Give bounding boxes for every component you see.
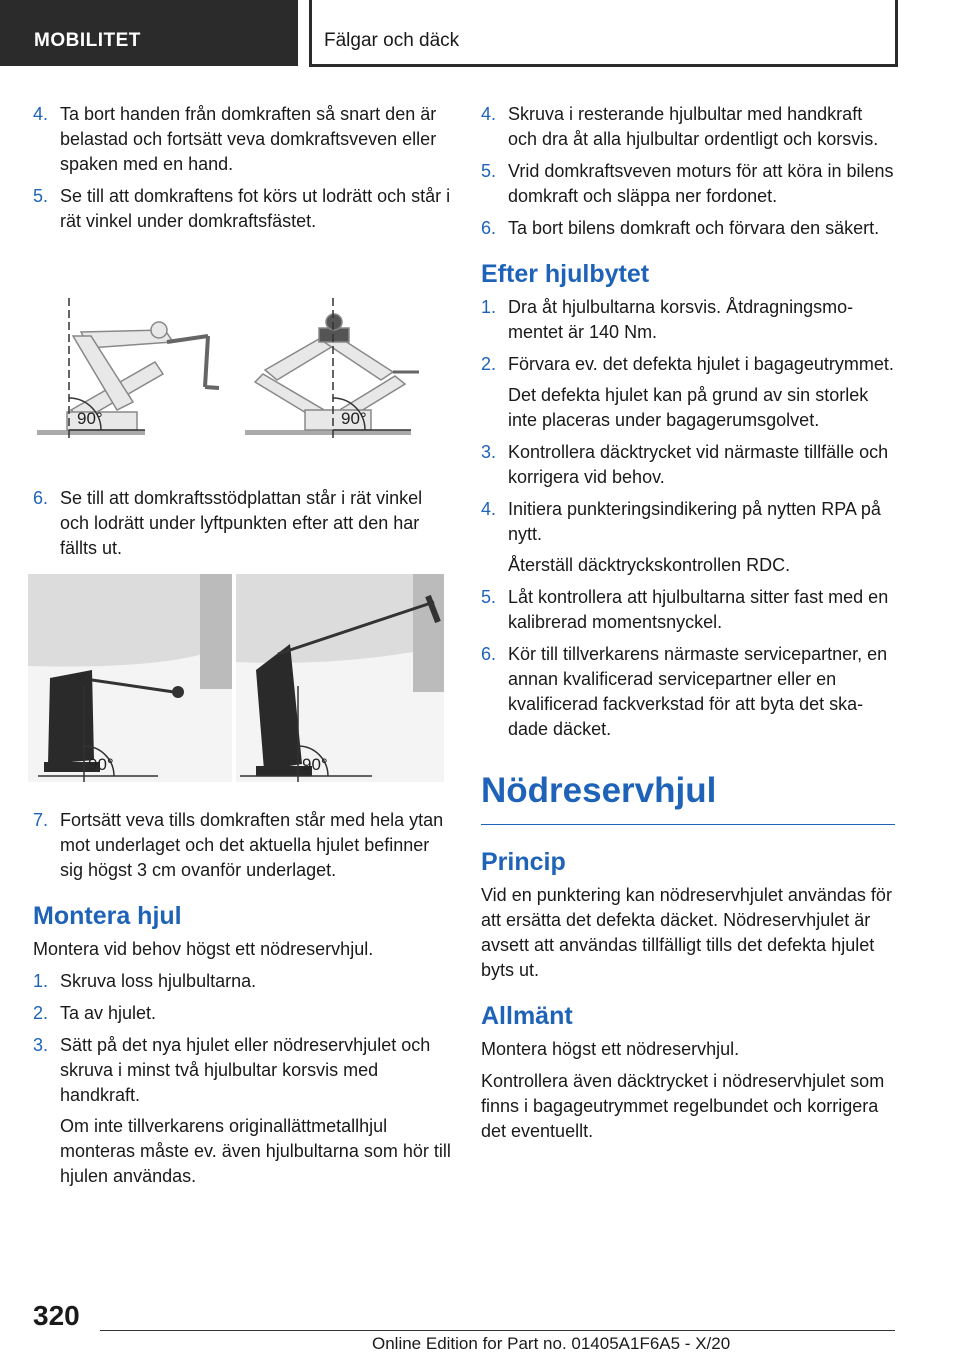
page-number: 320 <box>33 1300 80 1331</box>
step-item: 6. Kör till tillverkarens närmaste servicepartner, en annan kvalificerad servicepartner eller en kvalificerad fackverkstad för att byta det skadade däcket. <box>481 644 888 739</box>
step-item: 2. Ta av hjulet. <box>33 1003 157 1023</box>
left-column-step6 <box>33 486 453 568</box>
step-item: 1. Dra åt hjulbultarna korsvis. Åtdragningsmomentet är 140 Nm. <box>481 297 854 342</box>
angle-label: 90° <box>302 755 328 774</box>
step-item: 5. Vrid domkraftsveven moturs för att köra in bilens domkraft och släppa ner fordonet. <box>481 161 894 206</box>
angle-label: 90° <box>88 755 114 774</box>
step-item: 3. Sätt på det nya hjulet eller nödreservhjulet och skruva i minst två hjulbultar korsvis med handkraft. Om inte tillverkarens originallättmetallhjul monteras måste ev. även hjulbultarna som hör till hjulen användas. <box>33 1033 453 1189</box>
step-item: 4. Skruva i resterande hjulbultar med handkraft och dra åt alla hjulbultar ordentligt och korsvis. <box>481 104 879 149</box>
step-item: 6. Ta bort bilens domkraft och förvara den säkert. <box>481 218 880 238</box>
left-column-bottom <box>33 808 453 1196</box>
step-item: 4. Initiera punkteringsindikering på nytten RPA på nytt. Återställ däcktryckskontrollen RDC. <box>481 497 895 578</box>
right-column <box>481 102 895 1151</box>
chapter-heading: Nödreservhjul <box>481 768 895 825</box>
step-item: 3. Kontrollera däcktrycket vid närmaste tillfälle och korrigera vid behov. <box>481 442 889 487</box>
section-title: MOBILITET <box>34 30 141 51</box>
step-item: 4. Ta bort handen från domkraften så snart den är belastad och fortsätt veva domkraftsveven eller spaken med en hand. <box>33 104 437 174</box>
paragraph: Montera högst ett nödreservhjul. <box>481 1039 740 1059</box>
chapter-tab <box>312 0 898 67</box>
step-item: 7. Fortsätt veva tills domkraften står med hela ytan mot underlaget och det aktuella hjulet befinner sig högst 3 cm ovanför underlaget. <box>33 810 444 880</box>
edition-footer: Online Edition for Part no. 01405A1F6A5 - X/20 <box>372 1334 731 1353</box>
footer-divider <box>100 1330 895 1331</box>
jack-under-car-photo <box>28 574 444 782</box>
section-tab <box>0 0 298 66</box>
left-column-top <box>33 102 453 241</box>
step-note: Återställ däcktryckskontrollen RDC. <box>508 555 791 575</box>
step-item: 6. Se till att domkraftsstödplattan står i rät vinkel och lodrätt under lyftpunkten efter att den har fällts ut. <box>33 488 423 558</box>
step-item: 1. Skruva loss hjulbultarna. <box>33 971 257 991</box>
scissor-jack-illustration <box>33 292 419 442</box>
step-item: 5. Se till att domkraftens fot körs ut lodrätt och står i rät vinkel under domkraftsfästet. <box>33 186 451 231</box>
section-heading: Princip <box>481 848 566 876</box>
paragraph: Montera vid behov högst ett nödreservhjul. <box>33 939 374 959</box>
angle-label: 90° <box>341 409 367 428</box>
step-item: 5. Låt kontrollera att hjulbultarna sitter fast med en kalibrerad momentsnyckel. <box>481 587 889 632</box>
step-note: Om inte tillverkarens originallättmetallhjul monteras måste ev. även hjulbultarna som hör till hjulen användas. <box>60 1116 451 1186</box>
step-note: Det defekta hjulet kan på grund av sin storlek inte placeras under bagagerumsgolvet. <box>508 385 869 430</box>
section-heading: Efter hjulbytet <box>481 260 650 288</box>
section-heading: Allmänt <box>481 1002 573 1030</box>
paragraph: Kontrollera även däcktrycket i nödreservhjulet som finns i bagageutrymmet regelbundet och korrigera det eventuellt. <box>481 1071 885 1141</box>
step-item: 2. Förvara ev. det defekta hjulet i bagageutrymmet. Det defekta hjulet kan på grund av sin storlek inte placeras under bagagerumsgolvet. <box>481 352 895 433</box>
section-heading: Montera hjul <box>33 902 182 930</box>
paragraph: Vid en punktering kan nödreservhjulet användas för att ersätta det defekta däcket. Nödreservhjulet är avsett att användas tillfälligt tills det defekta hjulet byts ut. <box>481 885 892 980</box>
chapter-title: Fälgar och däck <box>324 30 460 51</box>
angle-label: 90° <box>77 409 103 428</box>
